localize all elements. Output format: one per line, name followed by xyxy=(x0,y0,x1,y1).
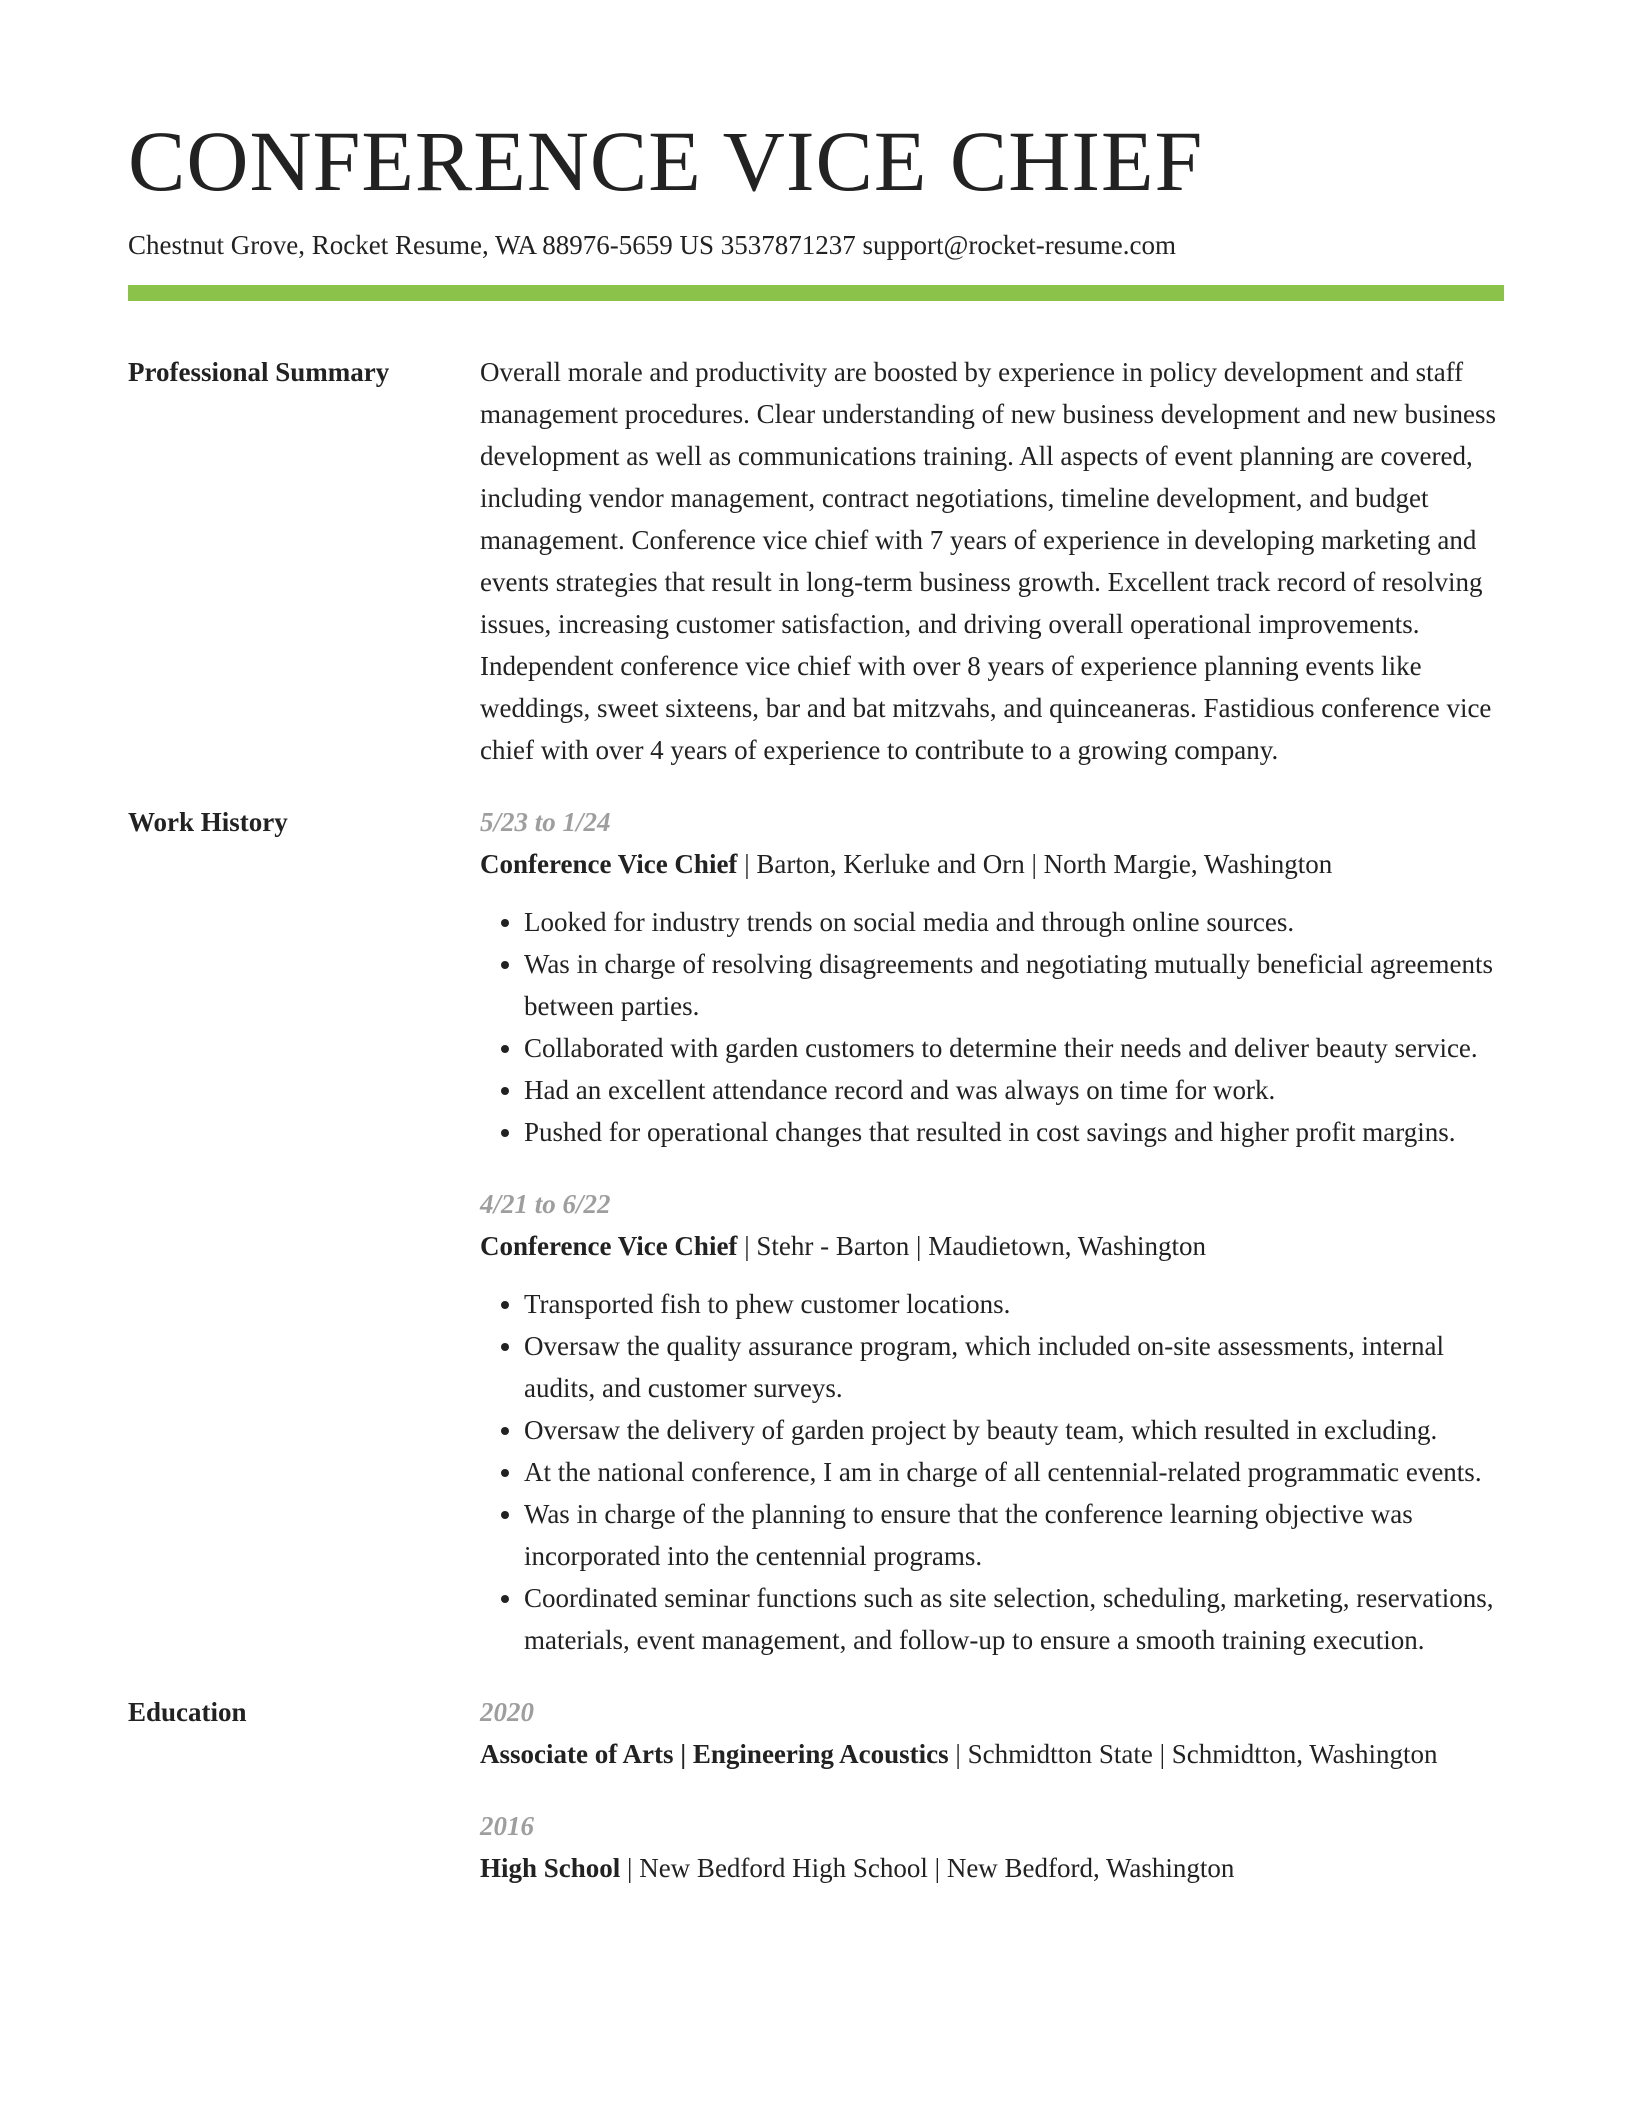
job-bullet: • At the national conference, I am in charge of all centennial-related programmatic events. xyxy=(524,1451,1504,1493)
job-bullet: • Pushed for operational changes that resulted in cost savings and higher profit margins. xyxy=(524,1111,1504,1153)
work-history-heading: Work History xyxy=(128,807,288,838)
job-bullet: • Coordinated seminar functions such as site selection, scheduling, marketing, reservations, materials, event management, and follow-up to ensure a smooth training execution. xyxy=(524,1577,1504,1661)
job-role-line xyxy=(480,1225,1504,1267)
job-dates: 5/23 to 1/24 xyxy=(480,807,611,838)
summary-text: Overall morale and productivity are boosted by experience in policy development and staff management procedures. Clear understanding of new business development and new business development as well as communications training. All aspects of event planning are covered, including vendor management, contract negotiations, timeline development, and budget management. Conference vice chief with 7 years of experience in developing marketing and events strategies that result in long-term business growth. Excellent track record of resolving issues, increasing customer satisfaction, and driving overall operational improvements. Independent conference vice chief with over 8 years of experience planning events like weddings, sweet sixteens, bar and bat mitzvahs, and quinceaneras. Fastidious conference vice chief with over 4 years of experience to contribute to a growing company. xyxy=(480,357,1496,766)
work-history-body xyxy=(480,801,1504,1661)
work-history-section xyxy=(128,801,1504,1661)
job-bullets xyxy=(480,901,1504,1153)
education-body xyxy=(480,1691,1504,1889)
education-entry xyxy=(480,1691,1504,1775)
job-title: Conference Vice Chief xyxy=(480,1231,738,1262)
job-employer-location: | Barton, Kerluke and Orn | North Margie, Washington xyxy=(737,849,1333,880)
education-line xyxy=(480,1733,1504,1775)
job-bullet: • Was in charge of resolving disagreements and negotiating mutually beneficial agreements between parties. xyxy=(524,943,1504,1027)
job-bullet: • Looked for industry trends on social media and through online sources. xyxy=(524,901,1504,943)
job-bullet: • Oversaw the quality assurance program, which included on-site assessments, internal audits, and customer surveys. xyxy=(524,1325,1504,1409)
education-year: 2016 xyxy=(480,1811,534,1842)
education-year: 2020 xyxy=(480,1697,534,1728)
job-bullets xyxy=(480,1283,1504,1661)
education-degree: Associate of Arts | Engineering Acoustics xyxy=(480,1739,949,1770)
job-role-line xyxy=(480,843,1504,885)
accent-divider xyxy=(128,285,1504,301)
job-title: Conference Vice Chief xyxy=(480,849,738,880)
summary-heading: Professional Summary xyxy=(128,357,390,388)
education-line xyxy=(480,1847,1504,1889)
contact-line: Chestnut Grove, Rocket Resume, WA 88976-5659 US 3537871237 support@rocket-resume.com xyxy=(128,230,1176,260)
summary-section xyxy=(128,351,1504,771)
education-degree: High School xyxy=(480,1853,621,1884)
job-bullet: • Had an excellent attendance record and was always on time for work. xyxy=(524,1069,1504,1111)
job-employer-location: | Stehr - Barton | Maudietown, Washington xyxy=(737,1231,1207,1262)
job-dates: 4/21 to 6/22 xyxy=(480,1189,611,1220)
education-entry xyxy=(480,1805,1504,1889)
education-section xyxy=(128,1691,1504,1889)
education-heading: Education xyxy=(128,1697,247,1728)
job-bullet: • Transported fish to phew customer locations. xyxy=(524,1283,1504,1325)
job-entry xyxy=(480,801,1504,1153)
job-entry xyxy=(480,1183,1504,1661)
job-bullet: • Was in charge of the planning to ensure that the conference learning objective was incorporated into the centennial programs. xyxy=(524,1493,1504,1577)
education-school-location: | Schmidtton State | Schmidtton, Washington xyxy=(948,1739,1438,1770)
resume-name: CONFERENCE VICE CHIEF xyxy=(128,113,1204,209)
job-bullet: • Collaborated with garden customers to determine their needs and deliver beauty service. xyxy=(524,1027,1504,1069)
education-school-location: | New Bedford High School | New Bedford, Washington xyxy=(620,1853,1235,1884)
job-bullet: • Oversaw the delivery of garden project by beauty team, which resulted in excluding. xyxy=(524,1409,1504,1451)
